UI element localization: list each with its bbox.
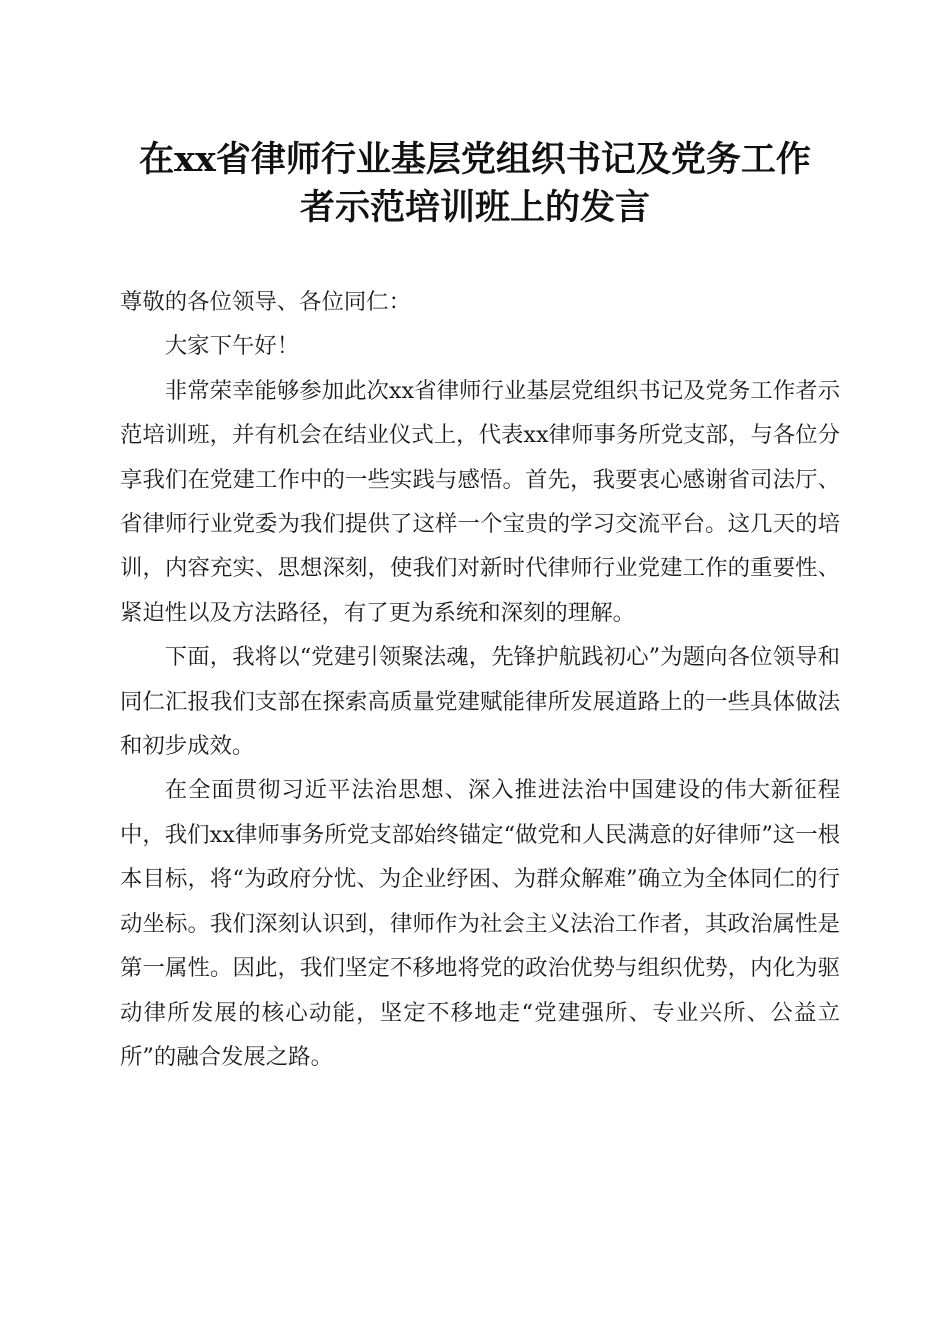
salutation: 尊敬的各位领导、各位同仁：: [120, 289, 412, 315]
title-line-1: 在xx省律师行业基层党组织书记及党务工作: [139, 139, 811, 180]
document-body: [120, 280, 840, 1079]
title-line-2: 者示范培训班上的发言: [299, 187, 650, 228]
paragraph-background: 在全面贯彻习近平法治思想、深入推进法治中国建设的伟大新征程中，我们xx律师事务所党支部始终锚定“做党和人民满意的好律师”这一根本目标，将“为政府分忧、为企业纾困、为群众解难”确立为全体同仁的行动坐标。我们深刻认识到，律师作为社会主义法治工作者，其政治属性是第一属性。因此，我们坚定不移地将党的政治优势与组织优势，内化为驱动律所发展的核心动能，坚定不移地走“党建强所、专业兴所、公益立所”的融合发展之路。: [120, 777, 840, 1070]
paragraph-introduction: 非常荣幸能够参加此次xx省律师行业基层党组织书记及党务工作者示范培训班，并有机会在结业仪式上，代表xx律师事务所党支部，与各位分享我们在党建工作中的一些实践与感悟。首先，我要衷心感谢省司法厅、省律师行业党委为我们提供了这样一个宝贵的学习交流平台。这几天的培训，内容充实、思想深刻，使我们对新时代律师行业党建工作的重要性、紧迫性以及方法路径，有了更为系统和深刻的理解。: [120, 377, 840, 626]
paragraph-greeting: 大家下午好！: [164, 333, 300, 360]
paragraph-topic: 下面，我将以“党建引领聚法魂，先锋护航践初心”为题向各位领导和同仁汇报我们支部在探索高质量党建赋能律所发展道路上的一些具体做法和初步成效。: [120, 644, 840, 760]
document-title: [100, 136, 850, 232]
